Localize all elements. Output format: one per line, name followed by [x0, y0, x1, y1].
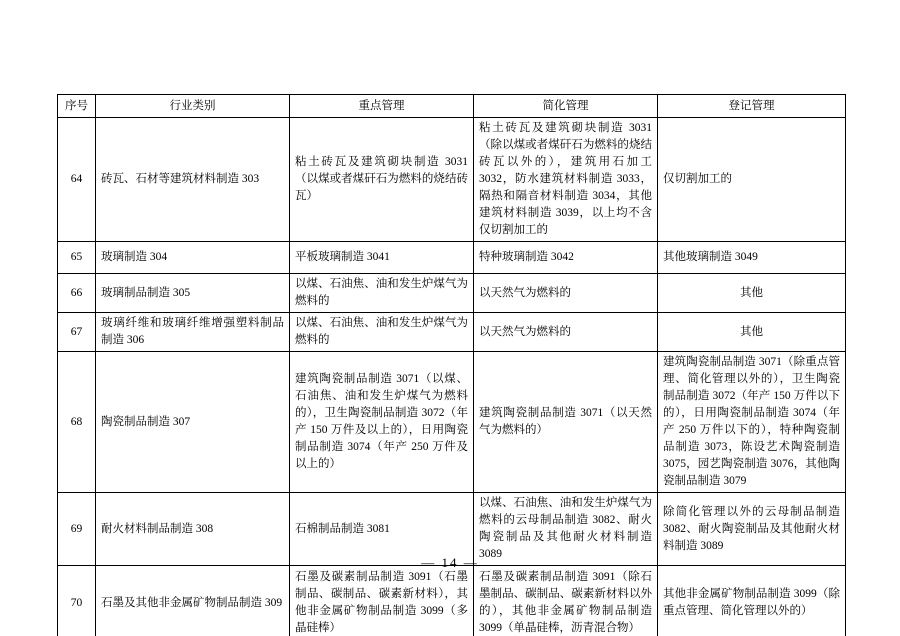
- cell-serial: 65: [58, 242, 96, 274]
- cell-key-management: 建筑陶瓷制品制造 3071（以煤、石油焦、油和发生炉煤气为燃料的），卫生陶瓷制品制造 3072（年产 150 万件及以上的），日用陶瓷制品制造 3074（年产 250 万件及以上的）: [290, 352, 474, 493]
- cell-simplified-management: 建筑陶瓷制品制造 3071（以天然气为燃料的）: [474, 352, 658, 493]
- cell-simplified-management: 以天然气为燃料的: [474, 313, 658, 352]
- cell-simplified-management: 石墨及碳素制品制造 3091（除石墨制品、碳制品、碳素新材料以外的），其他非金属矿物制品制造 3099（单晶硅棒，沥青混合物）: [474, 566, 658, 636]
- cell-serial: 67: [58, 313, 96, 352]
- cell-registration-management: 除简化管理以外的云母制品制造 3082、耐火陶瓷制品及其他耐火材料制造 3089: [658, 493, 846, 566]
- cell-registration-management: 其他玻璃制造 3049: [658, 242, 846, 274]
- page-number: — 14 —: [421, 555, 479, 570]
- table-header-row: [58, 95, 846, 118]
- cell-serial: 70: [58, 566, 96, 636]
- column-header-serial: 序号: [58, 95, 96, 118]
- cell-registration-management: 其他非金属矿物制品制造 3099（除重点管理、简化管理以外的）: [658, 566, 846, 636]
- cell-key-management: 平板玻璃制造 3041: [290, 242, 474, 274]
- cell-key-management: 石墨及碳素制品制造 3091（石墨制品、碳制品、碳素新材料），其他非金属矿物制品制造 3099（多晶硅棒）: [290, 566, 474, 636]
- column-header-industry: 行业类别: [96, 95, 290, 118]
- cell-serial: 69: [58, 493, 96, 566]
- table-row-64: [58, 118, 846, 242]
- cell-industry: 玻璃制造 304: [96, 242, 290, 274]
- cell-simplified-management: 以煤、石油焦、油和发生炉煤气为燃料的云母制品制造 3082、耐火陶瓷制品及其他耐火材料制造 3089: [474, 493, 658, 566]
- cell-registration-management: 建筑陶瓷制品制造 3071（除重点管理、简化管理以外的），卫生陶瓷制品制造 3072（年产 150 万件以下的），日用陶瓷制品制造 3074（年产 250 万件以下的），特种陶瓷制品制造 3073，陈设艺术陶瓷制造 3075，园艺陶瓷制造 3076，其他陶瓷制品制造 3079: [658, 352, 846, 493]
- column-header-key-management: 重点管理: [290, 95, 474, 118]
- column-header-simplified-management: 简化管理: [474, 95, 658, 118]
- cell-registration-management: 其他: [658, 274, 846, 313]
- cell-key-management: 粘土砖瓦及建筑砌块制造 3031（以煤或者煤矸石为燃料的烧结砖瓦）: [290, 118, 474, 242]
- column-header-registration-management: 登记管理: [658, 95, 846, 118]
- table-row-66: [58, 274, 846, 313]
- table-row-70: [58, 566, 846, 636]
- cell-industry: 玻璃纤维和玻璃纤维增强塑料制品制造 306: [96, 313, 290, 352]
- cell-serial: 68: [58, 352, 96, 493]
- cell-simplified-management: 粘土砖瓦及建筑砌块制造 3031（除以煤或者煤矸石为燃料的烧结砖瓦以外的），建筑用石加工 3032，防水建筑材料制造 3033，隔热和隔音材料制造 3034，其他建筑材料制造 3039，以上均不含仅切割加工的: [474, 118, 658, 242]
- cell-key-management: 以煤、石油焦、油和发生炉煤气为燃料的: [290, 313, 474, 352]
- cell-industry: 耐火材料制品制造 308: [96, 493, 290, 566]
- cell-key-management: 石棉制品制造 3081: [290, 493, 474, 566]
- cell-industry: 陶瓷制品制造 307: [96, 352, 290, 493]
- cell-industry: 石墨及其他非金属矿物制品制造 309: [96, 566, 290, 636]
- cell-industry: 玻璃制品制造 305: [96, 274, 290, 313]
- table-row-65: [58, 242, 846, 274]
- cell-industry: 砖瓦、石材等建筑材料制造 303: [96, 118, 290, 242]
- cell-serial: 64: [58, 118, 96, 242]
- cell-serial: 66: [58, 274, 96, 313]
- cell-key-management: 以煤、石油焦、油和发生炉煤气为燃料的: [290, 274, 474, 313]
- table-row-68: [58, 352, 846, 493]
- cell-registration-management: 仅切割加工的: [658, 118, 846, 242]
- cell-simplified-management: 以天然气为燃料的: [474, 274, 658, 313]
- cell-registration-management: 其他: [658, 313, 846, 352]
- table-row-67: [58, 313, 846, 352]
- cell-simplified-management: 特种玻璃制造 3042: [474, 242, 658, 274]
